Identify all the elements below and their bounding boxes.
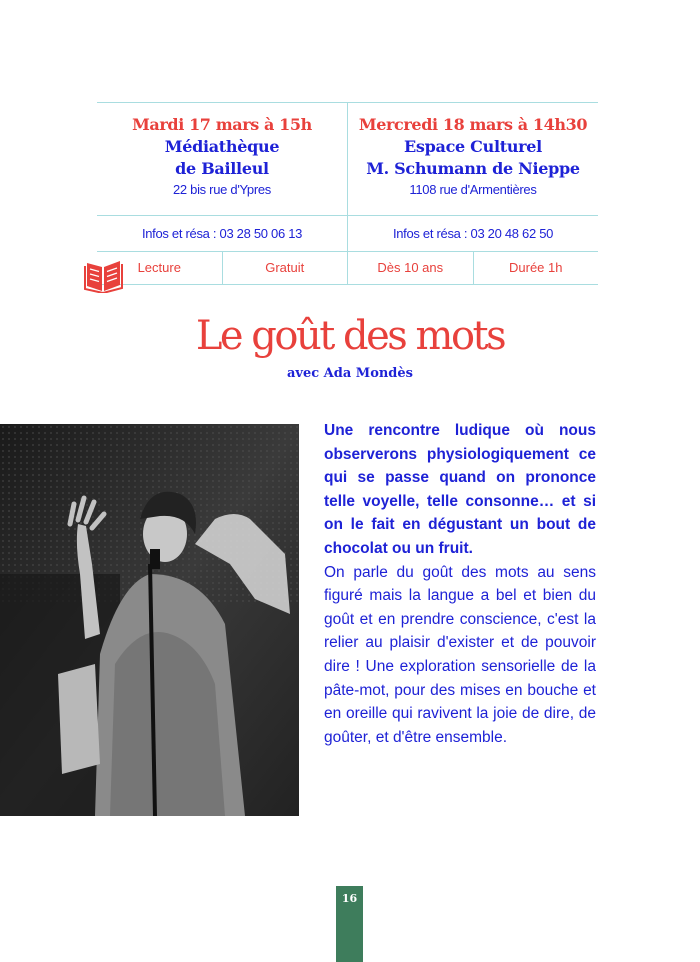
page-title: Le goût des mots: [195, 313, 505, 359]
tags-row: [97, 252, 598, 285]
booking-info-bailleul: Infos et résa : 03 28 50 06 13: [141, 226, 303, 241]
event-date: Mardi 17 mars à 15h: [132, 115, 312, 134]
event-description: [324, 419, 596, 749]
venue-nieppe: [347, 103, 598, 215]
venue-address: 22 bis rue d'Ypres: [172, 182, 271, 197]
tag-price: Gratuit: [222, 252, 348, 284]
tag-duration: Durée 1h: [473, 252, 599, 284]
performer-credit: avec Ada Mondès: [286, 366, 413, 381]
venue-bailleul: [97, 103, 347, 215]
performer-photo: [0, 424, 299, 816]
venue-name-line: de Bailleul: [175, 159, 269, 178]
venues-row: [97, 103, 598, 216]
description-body: On parle du goût des mots au sens figuré mais la langue a bel et bien du goût et en prendre conscience, c'est la relier au plaisir d'exister et de pouvoir dire ! Une exploration sensorielle de la pâte-mot, pour des mises en bouche et en oreille qui ravivent la joie de dire, de goûter, et d'être ensemble.: [324, 563, 596, 746]
event-date: Mercredi 18 mars à 14h30: [358, 115, 588, 134]
page-number: 16: [341, 892, 358, 905]
tag-age: Dès 10 ans: [347, 252, 473, 284]
book-icon: [83, 253, 125, 293]
venue-name-line: Médiathèque: [164, 137, 280, 156]
venue-address: 1108 rue d'Armentières: [409, 182, 537, 197]
venue-name-line: M. Schumann de Nieppe: [366, 159, 580, 178]
event-info-table: [97, 102, 598, 285]
tag-category: Lecture: [137, 260, 181, 275]
booking-info-nieppe: Infos et résa : 03 20 48 62 50: [347, 216, 598, 251]
page-number-tab: [336, 886, 363, 962]
booking-row: [97, 216, 598, 252]
description-intro: Une rencontre ludique où nous observerons physiologiquement ce qui se passe quand on prononce telle voyelle, telle consonne… et si on le fait en dégustant un bout de chocolat ou un fruit.: [324, 422, 596, 557]
venue-name-line: Espace Culturel: [404, 137, 542, 156]
